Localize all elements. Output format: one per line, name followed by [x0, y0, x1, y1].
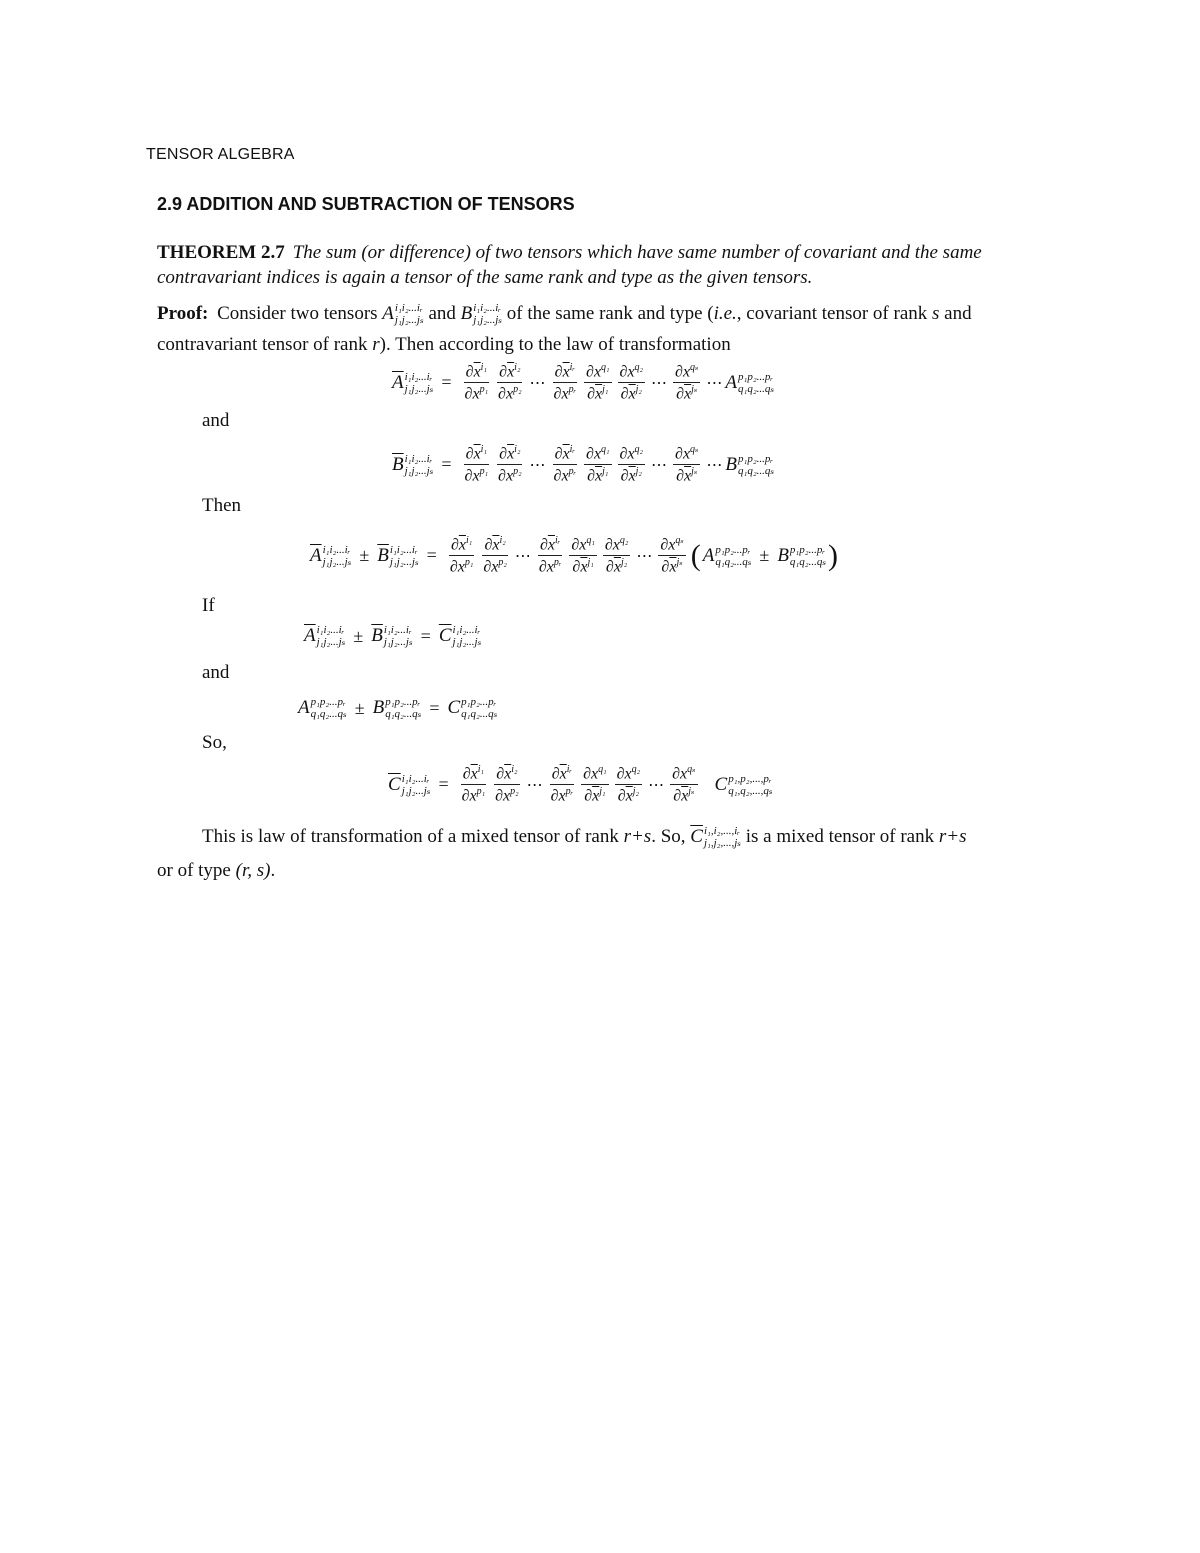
- proof-text: Consider two tensors: [217, 303, 378, 324]
- tensor-symbol: $\overline{A}$: [392, 371, 404, 393]
- tensor-indices: [704, 825, 741, 849]
- tensor-indices: [453, 624, 482, 648]
- partial-fraction: $\frac{\partial x^{q_1}}{\partial\overline{x}^{j_1}}$: [583, 764, 607, 805]
- partial-fraction: $\frac{\partial\overline{x}^{iᵣ}}{\partial x^{pᵣ}}$: [553, 444, 577, 485]
- lower-indices: j₁j₂...jₛ: [394, 313, 424, 326]
- conclusion-text: is a mixed tensor of rank: [745, 826, 935, 847]
- conclusion-text: . So,: [651, 826, 686, 847]
- plus-minus-sign: ±: [353, 625, 364, 646]
- tensor-B: [777, 544, 826, 568]
- equals-sign: =: [441, 372, 452, 393]
- tensor-indices: [311, 696, 347, 720]
- partial-fraction: $\frac{\partial x^{q_s}}{\partial\overline{x}^{j_s}}$: [675, 362, 699, 403]
- partial-fraction: $\frac{\partial\overline{x}^{i_2}}{\partial x^{p_2}}$: [483, 535, 507, 576]
- lower-indices: q₁q₂...qₛ: [385, 708, 422, 720]
- tensor-indices: [317, 624, 346, 648]
- partial-fraction: $\frac{\partial\overline{x}^{iᵣ}}{\partial x^{pᵣ}}$: [553, 362, 577, 403]
- partial-fraction: $\frac{\partial\overline{x}^{i_1}}{\partial x^{p_1}}$: [449, 535, 474, 576]
- tensor-B: [373, 696, 422, 720]
- tensor-indices: [405, 453, 434, 477]
- upper-indices: p₁p₂...pᵣ: [789, 543, 826, 556]
- partial-fraction: $\frac{\partial x^{q_2}}{\partial\overline{x}^{j_2}}$: [604, 535, 629, 576]
- tensor-indices: [390, 544, 419, 568]
- connector-if: If: [202, 595, 215, 616]
- partial-fraction: $\frac{\partial x^{q_2}}{\partial\overline{x}^{j_2}}$: [616, 764, 641, 805]
- equation-b-transform: [392, 444, 774, 486]
- equation-c-transform: [388, 764, 773, 806]
- running-header: TENSOR ALGEBRA: [146, 146, 295, 163]
- equals-sign: =: [441, 454, 452, 475]
- plus-minus-sign: ±: [759, 545, 770, 566]
- tensor-C-bar: [690, 820, 741, 854]
- tensor-symbol: $\overline{B}$: [377, 544, 389, 566]
- lower-indices: j₁j₂...jₛ: [473, 313, 503, 326]
- lower-indices: j₁j₂...jₛ: [316, 636, 346, 648]
- plus-minus-sign: ±: [359, 545, 370, 566]
- conclusion-text: This is law of transformation of a mixed tensor of rank: [202, 826, 619, 847]
- proof-text: , covariant tensor of rank: [736, 303, 928, 324]
- upper-indices: i₁i₂...iᵣ: [473, 301, 502, 314]
- tensor-symbol: A: [702, 544, 715, 566]
- tensor-symbol: $\overline{C}$: [438, 625, 452, 646]
- partial-fraction: $\frac{\partial\overline{x}^{i_1}}{\partial x^{p_1}}$: [461, 764, 486, 805]
- tensor-symbol: $\overline{A}$: [304, 625, 316, 646]
- right-paren: ): [828, 538, 839, 572]
- tensor-indices: [715, 544, 751, 568]
- tensor-symbol: $\overline{B}$: [392, 453, 404, 475]
- upper-indices: p₁p₂...pᵣ: [738, 370, 774, 383]
- connector-so: So,: [202, 732, 227, 753]
- theorem-statement: The sum (or difference) of two tensors which have same number of covariant and the same contravariant indices is again a tensor of the same rank and type as the given tensors.: [157, 242, 982, 288]
- proof-text: and: [428, 303, 456, 324]
- proof-var: s: [932, 303, 940, 324]
- tensor-A-bar: [310, 544, 351, 568]
- equation-a-transform: [392, 362, 774, 404]
- lower-indices: j₁j₂...jₛ: [383, 636, 413, 648]
- tensor-C: [447, 696, 497, 720]
- ellipsis: ⋯: [526, 776, 543, 794]
- tensor-C-bar: [388, 773, 430, 797]
- tensor-A: [725, 371, 774, 395]
- upper-indices: i₁i₂...iᵣ: [389, 543, 418, 556]
- upper-indices: p₁p₂...pᵣ: [738, 452, 774, 465]
- lower-indices: q₁,q₂,...,qₛ: [728, 784, 773, 797]
- partial-fraction: $\frac{\partial\overline{x}^{i_1}}{\partial x^{p_1}}$: [464, 444, 489, 485]
- upper-indices: p₁p₂...pᵣ: [461, 696, 497, 708]
- tensor-symbol: C: [447, 697, 461, 718]
- ellipsis: ⋯: [514, 547, 531, 565]
- lower-indices: q₁q₂...qₛ: [738, 382, 775, 395]
- proof-label: Proof:: [157, 303, 209, 324]
- lower-indices: j₁j₂...jₛ: [452, 636, 482, 648]
- tensor-symbol: $\overline{C}$: [690, 826, 703, 847]
- ellipsis: ⋯: [651, 374, 668, 392]
- upper-indices: i₁i₂...iᵣ: [322, 543, 351, 556]
- tensor-indices: [402, 773, 431, 797]
- tensor-indices: [385, 696, 421, 720]
- partial-fraction: $\frac{\partial\overline{x}^{iᵣ}}{\partial x^{pᵣ}}$: [550, 764, 574, 805]
- tensor-indices: [738, 453, 774, 477]
- tensor-symbol: $\overline{C}$: [388, 773, 401, 795]
- theorem-label: THEOREM 2.7: [157, 242, 285, 263]
- conclusion-text: or of type: [157, 860, 231, 881]
- ellipsis: ⋯: [706, 374, 723, 392]
- lower-indices: q₁q₂...qₛ: [715, 555, 752, 568]
- lower-indices: j₁j₂...jₛ: [404, 382, 434, 395]
- tensor-symbol: B: [725, 453, 738, 475]
- tensor-indices: [405, 371, 434, 395]
- tensor-indices: [790, 544, 826, 568]
- proof-text: of the same rank and type (: [506, 303, 714, 324]
- tensor-indices: [461, 696, 497, 720]
- ellipsis: ⋯: [648, 776, 665, 794]
- partial-fraction: $\frac{\partial x^{q_2}}{\partial\overline{x}^{j_2}}$: [619, 444, 644, 485]
- partial-fraction: $\frac{\partial x^{q_s}}{\partial\overline{x}^{j_s}}$: [672, 764, 696, 805]
- proof-paragraph: [157, 298, 987, 360]
- tensor-symbol: A: [725, 371, 738, 393]
- partial-fraction: $\frac{\partial x^{q_1}}{\partial\overline{x}^{j_1}}$: [586, 444, 610, 485]
- lower-indices: j₁,j₂,...,jₛ: [703, 837, 741, 849]
- tensor-C-bar: [439, 624, 481, 648]
- partial-fraction: $\frac{\partial\overline{x}^{iᵣ}}{\partial x^{pᵣ}}$: [538, 535, 562, 576]
- lower-indices: q₁q₂...qₛ: [310, 708, 347, 720]
- proof-text: i.e.: [713, 303, 737, 324]
- section-title: 2.9 ADDITION AND SUBTRACTION OF TENSORS: [157, 194, 575, 214]
- tensor-symbol: A: [382, 303, 394, 324]
- equals-sign: =: [426, 545, 437, 566]
- equation-c-bar-definition: [304, 624, 481, 648]
- upper-indices: p₁p₂...pᵣ: [715, 543, 751, 556]
- upper-indices: i₁i₂...iᵣ: [383, 624, 412, 636]
- left-paren: (: [690, 538, 701, 572]
- tensor-symbol: B: [372, 697, 385, 718]
- tensor-symbol: $\overline{B}$: [371, 625, 383, 646]
- upper-indices: i₁i₂...iᵣ: [316, 624, 345, 636]
- equals-sign: =: [420, 625, 431, 646]
- upper-indices: i₁i₂...iᵣ: [452, 624, 481, 636]
- tensor-B-bar: [392, 453, 433, 477]
- upper-indices: p₁,p₂,...,pᵣ: [728, 772, 772, 785]
- proof-text: ). Then according to the law of transformation: [379, 334, 731, 355]
- lower-indices: j₁j₂...jₛ: [401, 784, 431, 797]
- tensor-indices: [473, 302, 502, 326]
- lower-indices: j₁j₂...jₛ: [322, 555, 352, 568]
- tensor-A-bar: [392, 371, 433, 395]
- rank-expression: r+s: [623, 826, 652, 847]
- tensor-B-bar: [371, 624, 412, 648]
- tensor-B-bar: [377, 544, 418, 568]
- tensor-indices: [384, 624, 413, 648]
- ellipsis: ⋯: [529, 456, 546, 474]
- partial-fraction: $\frac{\partial\overline{x}^{i_2}}{\partial x^{p_2}}$: [498, 362, 522, 403]
- tensor-indices: [395, 302, 424, 326]
- tensor-symbol: A: [298, 697, 310, 718]
- partial-fraction: $\frac{\partial x^{q_s}}{\partial\overline{x}^{j_s}}$: [660, 535, 684, 576]
- ellipsis: ⋯: [706, 456, 723, 474]
- lower-indices: q₁q₂...qₛ: [789, 555, 827, 568]
- upper-indices: i₁i₂...iᵣ: [404, 452, 433, 465]
- conclusion-paragraph: [157, 820, 987, 888]
- tensor-indices: [323, 544, 352, 568]
- partial-fraction: $\frac{\partial x^{q_1}}{\partial\overline{x}^{j_1}}$: [586, 362, 610, 403]
- tensor-A: [382, 298, 423, 329]
- equals-sign: =: [429, 697, 440, 718]
- equation-c-definition: [298, 696, 497, 720]
- proof-text: and contravariant tensor of rank: [157, 303, 972, 355]
- partial-fraction: $\frac{\partial x^{q_1}}{\partial\overline{x}^{j_1}}$: [571, 535, 595, 576]
- connector-then: Then: [202, 495, 242, 516]
- conclusion-text: .: [270, 860, 276, 881]
- upper-indices: p₁p₂...pᵣ: [310, 696, 346, 708]
- tensor-B: [461, 298, 502, 329]
- tensor-B: [725, 453, 774, 477]
- connector-and: and: [202, 662, 230, 683]
- upper-indices: i₁i₂...iᵣ: [401, 772, 430, 785]
- ellipsis: ⋯: [529, 374, 546, 392]
- upper-indices: i₁,i₂,...,iᵣ: [703, 825, 740, 837]
- plus-minus-sign: ±: [354, 697, 365, 718]
- tensor-symbol: $\overline{A}$: [310, 544, 322, 566]
- tensor-A-bar: [304, 624, 345, 648]
- lower-indices: j₁j₂...jₛ: [404, 464, 434, 477]
- ellipsis: ⋯: [636, 547, 653, 565]
- partial-fraction: $\frac{\partial\overline{x}^{i_2}}{\partial x^{p_2}}$: [495, 764, 519, 805]
- tensor-A: [703, 544, 752, 568]
- tensor-indices: [738, 371, 774, 395]
- type-expression: (r, s): [235, 860, 271, 881]
- lower-indices: q₁q₂...qₛ: [461, 708, 498, 720]
- rank-expression: r+s: [938, 826, 967, 847]
- partial-fraction: $\frac{\partial x^{q_s}}{\partial\overline{x}^{j_s}}$: [675, 444, 699, 485]
- connector-and: and: [202, 410, 230, 431]
- tensor-A: [298, 696, 347, 720]
- lower-indices: q₁q₂...qₛ: [738, 464, 775, 477]
- partial-fraction: $\frac{\partial\overline{x}^{i_2}}{\partial x^{p_2}}$: [498, 444, 522, 485]
- tensor-C: [715, 773, 773, 797]
- tensor-symbol: B: [460, 303, 473, 324]
- tensor-symbol: B: [777, 544, 789, 566]
- equals-sign: =: [438, 774, 449, 795]
- partial-fraction: $\frac{\partial x^{q_2}}{\partial\overline{x}^{j_2}}$: [619, 362, 644, 403]
- upper-indices: i₁i₂...iᵣ: [404, 370, 433, 383]
- partial-fraction: $\frac{\partial\overline{x}^{i_1}}{\partial x^{p_1}}$: [464, 362, 489, 403]
- equation-sum-transform: [310, 535, 840, 577]
- tensor-symbol: C: [714, 773, 728, 795]
- theorem-2-7: [157, 240, 987, 290]
- proof-var: r: [372, 334, 380, 355]
- upper-indices: i₁i₂...iᵣ: [394, 301, 423, 314]
- ellipsis: ⋯: [651, 456, 668, 474]
- tensor-indices: [728, 773, 772, 797]
- lower-indices: j₁j₂...jₛ: [389, 555, 419, 568]
- upper-indices: p₁p₂...pᵣ: [385, 696, 421, 708]
